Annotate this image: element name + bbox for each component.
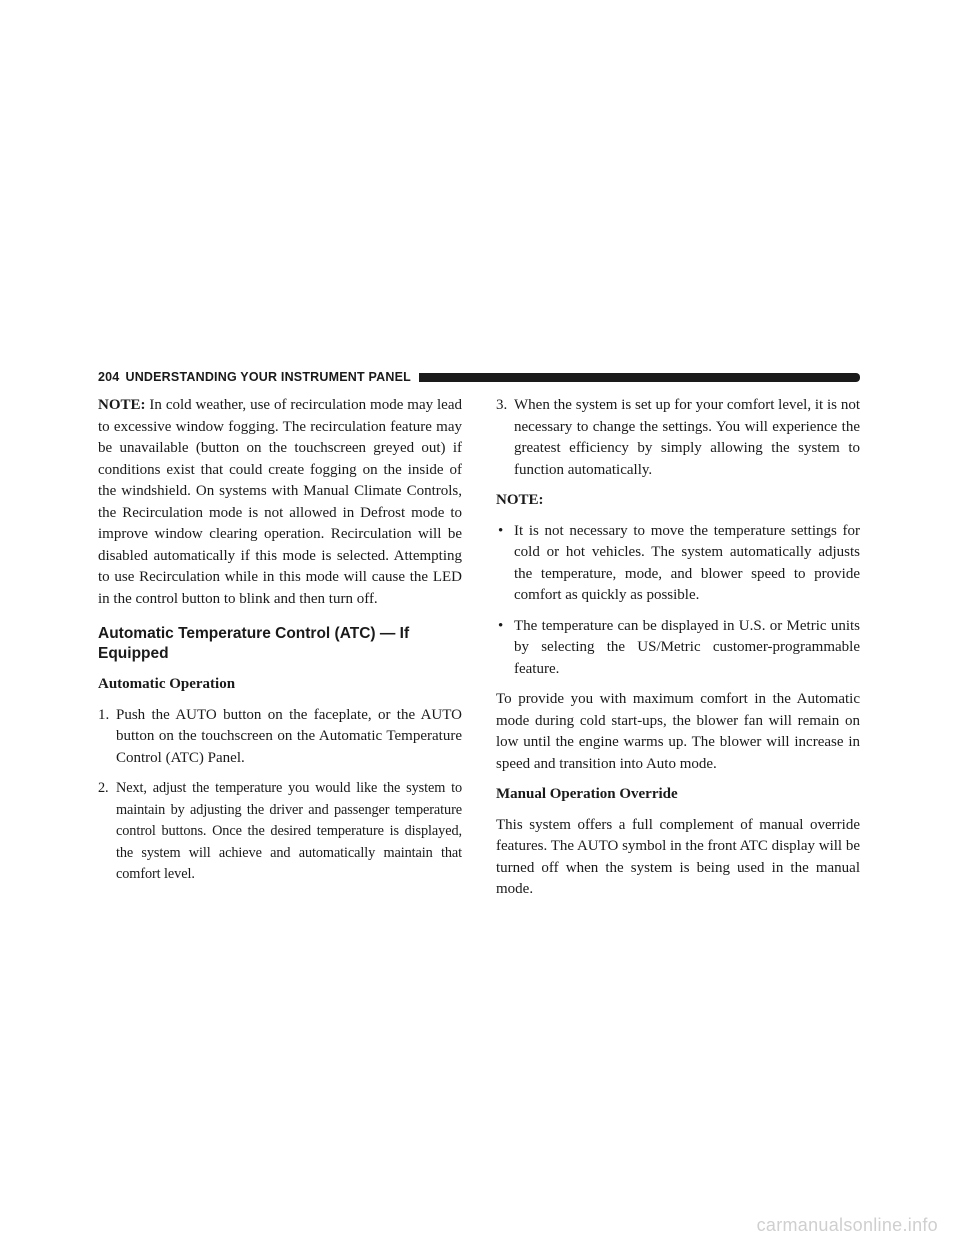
step-text: Next, adjust the temperature you would like the system to maintain by adjusting the driver and passenger temperature control buttons. Once the desired temperature is displayed, the system will achieve and automatically maintain that comfort level.: [116, 780, 462, 882]
watermark-text: carmanualsonline.info: [756, 1215, 938, 1235]
page-header: [98, 368, 860, 386]
left-column: [98, 395, 462, 895]
step-text: Push the AUTO button on the faceplate, or the AUTO button on the touchscreen on the Automatic Temperature Control (ATC) Panel.: [116, 706, 462, 766]
cold-start-paragraph: To provide you with maximum comfort in the Automatic mode during cold start-ups, the blower fan will remain on low until the engine warms up. The blower will increase in speed and transition into Auto mode.: [496, 691, 860, 772]
steps-list: [98, 705, 462, 886]
step-number: 2.: [98, 780, 109, 796]
step-text: When the system is set up for your comfort level, it is not necessary to change the settings. You will experience the greatest efficiency by simply allowing the system to function automatically.: [514, 397, 860, 478]
recirculation-note: [98, 395, 462, 610]
bullet-marker: •: [498, 617, 504, 634]
bullet-marker: •: [498, 522, 504, 539]
atc-heading: Automatic Temperature Control (ATC) — If Equipped: [98, 625, 410, 662]
steps-list-continued: [496, 395, 860, 481]
note-heading: NOTE:: [496, 492, 544, 508]
note-label: NOTE:: [98, 397, 146, 413]
bullet-item: [496, 521, 860, 607]
step-item: [98, 705, 462, 770]
step-number: 3.: [496, 397, 508, 413]
section-title: UNDERSTANDING YOUR INSTRUMENT PANEL: [125, 370, 411, 384]
step-item: [496, 395, 860, 481]
step-number: 1.: [98, 706, 110, 723]
bullet-item: [496, 616, 860, 681]
note-text: In cold weather, use of recirculation mode may lead to excessive window fogging. The recirculation feature may be unavailable (button on the touchscreen greyed out) if conditions exist that could create fogging on the inside of the windshield. On systems with Manual Climate Controls, the Recirculation mode is not allowed in Defrost mode to improve window clearing operation. Recirculation will be disabled automatically if this mode is selected. Attempting to use Recirculation while in this mode will cause the LED in the control button to blink and then turn off.: [98, 397, 462, 607]
header-rule: [419, 373, 860, 382]
manual-override-subheading: Manual Operation Override: [496, 786, 678, 802]
right-column: [496, 395, 860, 910]
step-item: [98, 778, 462, 886]
note-bullets: [496, 521, 860, 681]
manual-override-paragraph: This system offers a full complement of manual override features. The AUTO symbol in the front ATC display will be turned off when the system is being used in the manual mode.: [496, 816, 860, 897]
bullet-text: It is not necessary to move the temperature settings for cold or hot vehicles. The system automatically adjusts the temperature, mode, and blower speed to provide comfort as quickly as possible.: [514, 522, 860, 603]
automatic-operation-subheading: Automatic Operation: [98, 676, 236, 692]
page-number: 204: [98, 370, 120, 384]
bullet-text: The temperature can be displayed in U.S. or Metric units by selecting the US/Metric customer-programmable feature.: [514, 617, 860, 677]
